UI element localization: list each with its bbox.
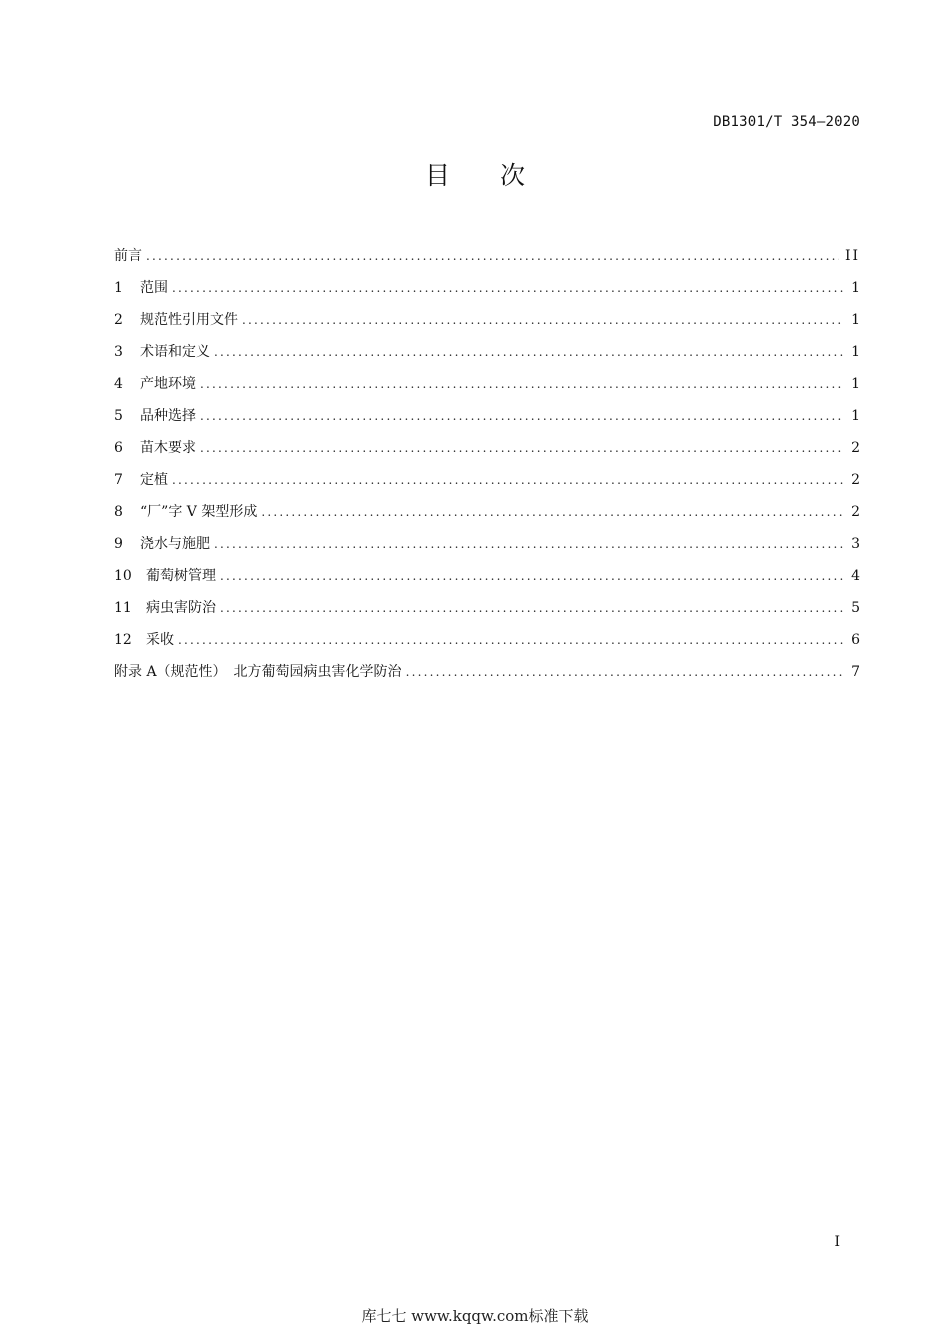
toc-leader: [214, 533, 844, 555]
toc-number: 8: [114, 504, 123, 520]
toc-label: 范围: [140, 280, 168, 296]
toc-page: 1: [851, 408, 860, 424]
toc-entry-5[interactable]: [114, 405, 860, 437]
toc-page: 1: [851, 344, 860, 360]
toc-leader: [242, 309, 844, 331]
toc-leader: [178, 629, 844, 651]
toc-page: 1: [851, 312, 860, 328]
document-code: DB1301/T 354—2020: [713, 114, 860, 130]
toc-leader: [220, 597, 844, 619]
toc-leader: [406, 661, 844, 683]
toc-label: 术语和定义: [140, 344, 210, 360]
toc-entry-6[interactable]: [114, 437, 860, 469]
toc-page: 2: [851, 440, 860, 456]
toc-number: 2: [114, 312, 123, 328]
page-title: [0, 156, 950, 192]
toc-label: 苗木要求: [140, 440, 196, 456]
toc-entry-3[interactable]: [114, 341, 860, 373]
toc-leader: [172, 469, 844, 491]
toc-page: 1: [851, 376, 860, 392]
toc-label: 病虫害防治: [146, 600, 216, 616]
toc-number: 11: [114, 600, 132, 616]
site-watermark: 库七七 www.kqqw.com标准下载: [361, 1307, 589, 1325]
toc-page: 3: [851, 536, 860, 552]
toc-entry-11[interactable]: [114, 597, 860, 629]
toc-label: 品种选择: [140, 408, 196, 424]
toc-leader: [200, 405, 844, 427]
toc-page: 1: [851, 280, 860, 296]
toc-number: 12: [114, 632, 132, 648]
toc-entry-8[interactable]: [114, 501, 860, 533]
toc-entry-9[interactable]: [114, 533, 860, 565]
title-char-2: 次: [500, 161, 526, 190]
toc-label: 采收: [146, 632, 174, 648]
toc-leader: [261, 501, 844, 523]
toc-page: 5: [851, 600, 860, 616]
toc-leader: [172, 277, 844, 299]
toc-number: 5: [114, 408, 123, 424]
title-char-1: 目: [424, 161, 450, 190]
toc-leader: [214, 341, 844, 363]
toc-label: 定植: [140, 472, 168, 488]
toc-leader: [200, 437, 844, 459]
toc-number: 3: [114, 344, 123, 360]
toc-label: 前言: [114, 248, 142, 264]
toc-entry-foreword[interactable]: [114, 245, 860, 277]
toc-page: 7: [851, 664, 860, 680]
toc-entry-4[interactable]: [114, 373, 860, 405]
toc-label: 产地环境: [140, 376, 196, 392]
toc-leader: [220, 565, 844, 587]
toc-number: 6: [114, 440, 123, 456]
toc-number: 9: [114, 536, 123, 552]
toc-page: II: [844, 248, 860, 264]
toc-entry-7[interactable]: [114, 469, 860, 501]
toc-entry-12[interactable]: [114, 629, 860, 661]
toc-number: 4: [114, 376, 123, 392]
table-of-contents: [114, 245, 860, 693]
toc-page: 6: [851, 632, 860, 648]
toc-page: 2: [851, 504, 860, 520]
toc-number: 1: [114, 280, 123, 296]
toc-page: 4: [851, 568, 860, 584]
toc-leader: [146, 245, 839, 267]
toc-label: 规范性引用文件: [140, 312, 238, 328]
toc-page: 2: [851, 472, 860, 488]
toc-label: 浇水与施肥: [140, 536, 210, 552]
toc-leader: [200, 373, 844, 395]
toc-label: 附录 A（规范性） 北方葡萄园病虫害化学防治: [114, 664, 402, 680]
toc-entry-annex-a[interactable]: [114, 661, 860, 693]
toc-entry-1[interactable]: [114, 277, 860, 309]
toc-label: 葡萄树管理: [146, 568, 216, 584]
toc-entry-2[interactable]: [114, 309, 860, 341]
page-number: I: [834, 1234, 840, 1250]
toc-number: 10: [114, 568, 132, 584]
toc-entry-10[interactable]: [114, 565, 860, 597]
toc-label: “厂”字 V 架型形成: [140, 504, 258, 520]
toc-number: 7: [114, 472, 123, 488]
